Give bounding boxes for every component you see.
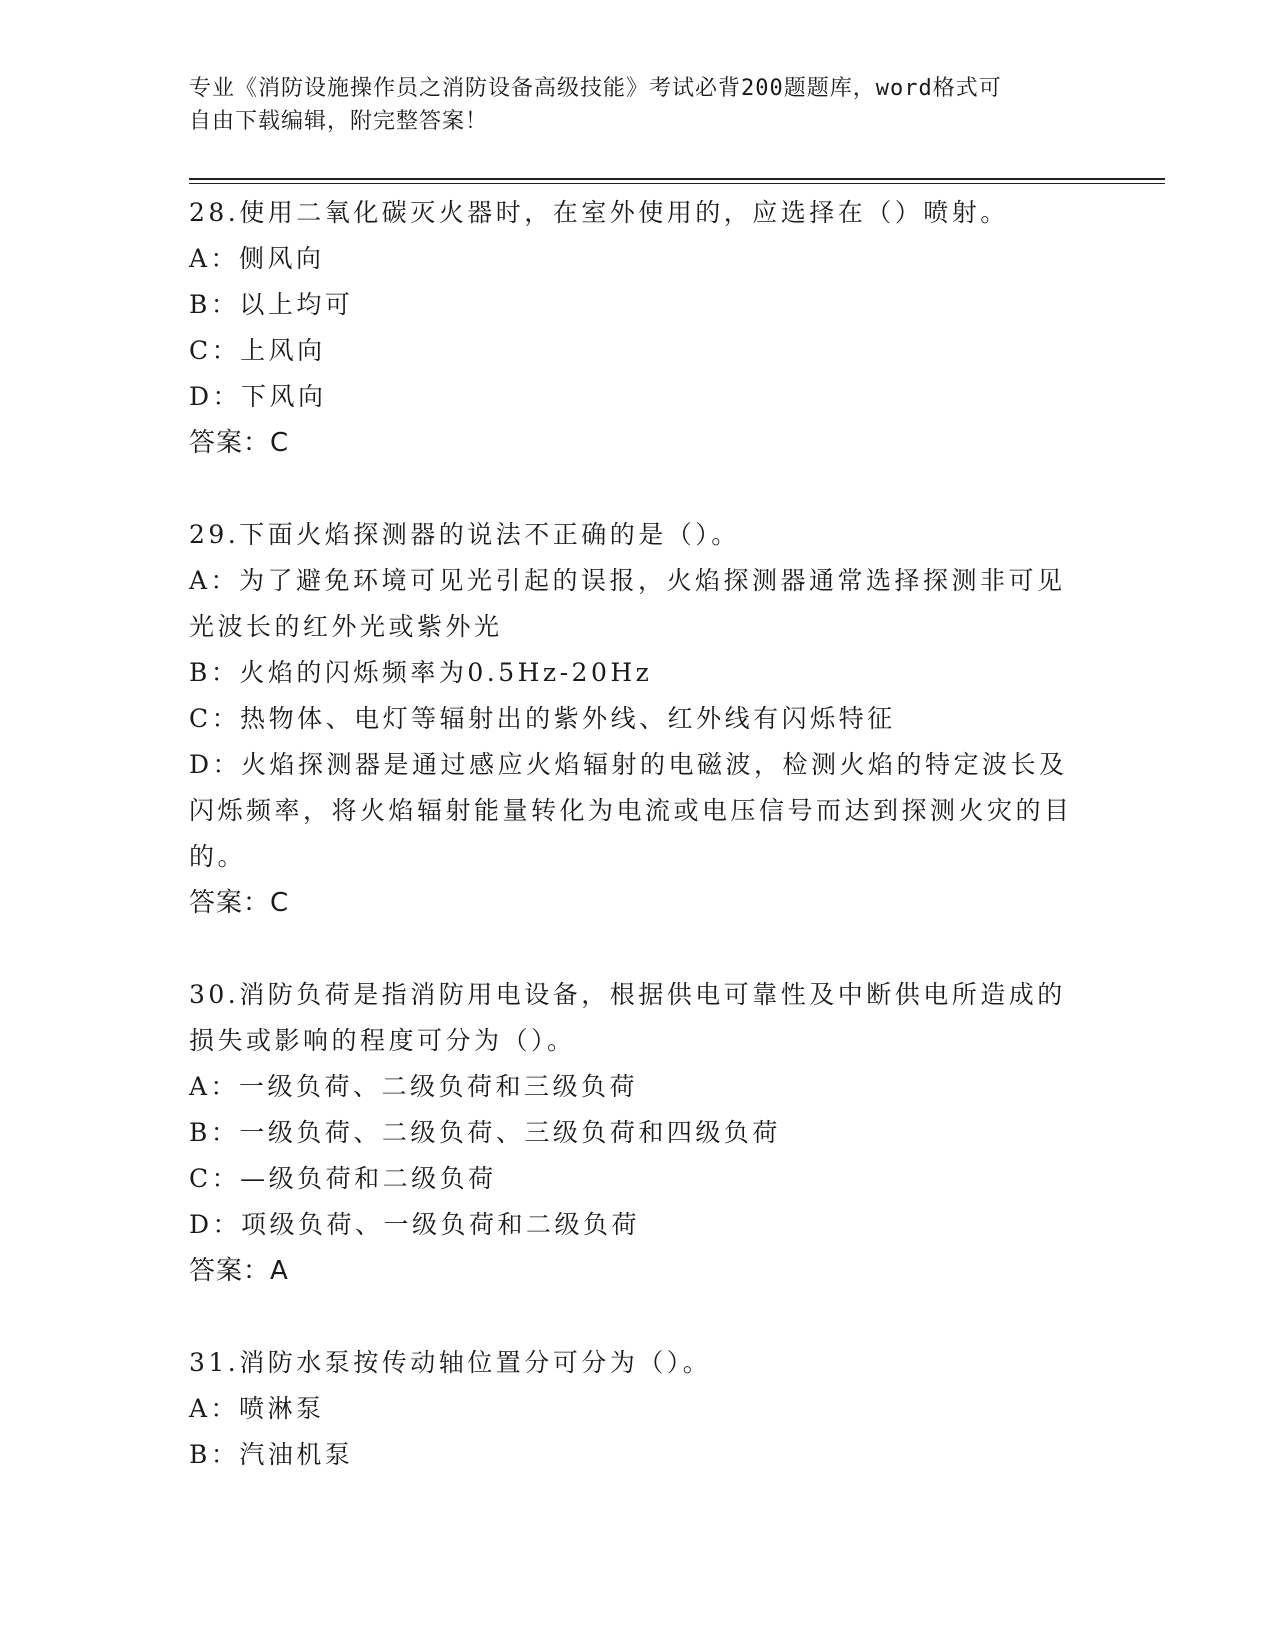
question-28	[189, 190, 1089, 466]
document-header	[189, 72, 1089, 138]
option-c: C：上风向	[189, 336, 326, 365]
option-b: B：火焰的闪烁频率为0.5Hz-20Hz	[189, 658, 653, 687]
header-line-2: 自由下载编辑，附完整答案！	[189, 109, 489, 134]
question-list	[189, 190, 1089, 1524]
option-c: C：热物体、电灯等辐射出的紫外线、红外线有闪烁特征	[189, 704, 896, 733]
question-text: 30.消防负荷是指消防用电设备，根据供电可靠性及中断供电所造成的损失或影响的程度可分为（）。	[189, 980, 1066, 1055]
option-a: A：喷淋泵	[189, 1394, 325, 1423]
header-rule-thick	[189, 178, 1165, 180]
question-text: 31.消防水泵按传动轴位置分可分为（）。	[189, 1348, 712, 1377]
answer-line: 答案：C	[189, 428, 290, 458]
option-d: D：项级负荷、一级负荷和二级负荷	[189, 1210, 641, 1239]
option-b: B：汽油机泵	[189, 1440, 354, 1469]
question-29	[189, 512, 1089, 926]
option-b: B：以上均可	[189, 290, 354, 319]
answer-line: 答案：A	[189, 1256, 289, 1286]
option-d: D：下风向	[189, 382, 327, 411]
option-a: A：一级负荷、二级负荷和三级负荷	[189, 1072, 639, 1101]
question-text: 29.下面火焰探测器的说法不正确的是（）。	[189, 520, 740, 549]
option-d: D：火焰探测器是通过感应火焰辐射的电磁波，检测火焰的特定波长及闪烁频率，将火焰辐射能量转化为电流或电压信号而达到探测火灾的目的。	[189, 750, 1073, 871]
option-b: B：一级负荷、二级负荷、三级负荷和四级负荷	[189, 1118, 781, 1147]
header-rule-thin	[189, 183, 1165, 184]
option-a: A：侧风向	[189, 244, 325, 273]
question-text: 28.使用二氧化碳灭火器时，在室外使用的，应选择在（）喷射。	[189, 198, 1009, 227]
answer-line: 答案：C	[189, 888, 290, 918]
question-30	[189, 972, 1089, 1294]
header-line-1: 专业《消防设施操作员之消防设备高级技能》考试必背200题题库，word格式可	[189, 76, 1002, 101]
option-a: A：为了避免环境可见光引起的误报，火焰探测器通常选择探测非可见光波长的红外光或紫外光	[189, 566, 1066, 641]
option-c: C：—级负荷和二级负荷	[189, 1164, 497, 1193]
question-31	[189, 1340, 1089, 1478]
